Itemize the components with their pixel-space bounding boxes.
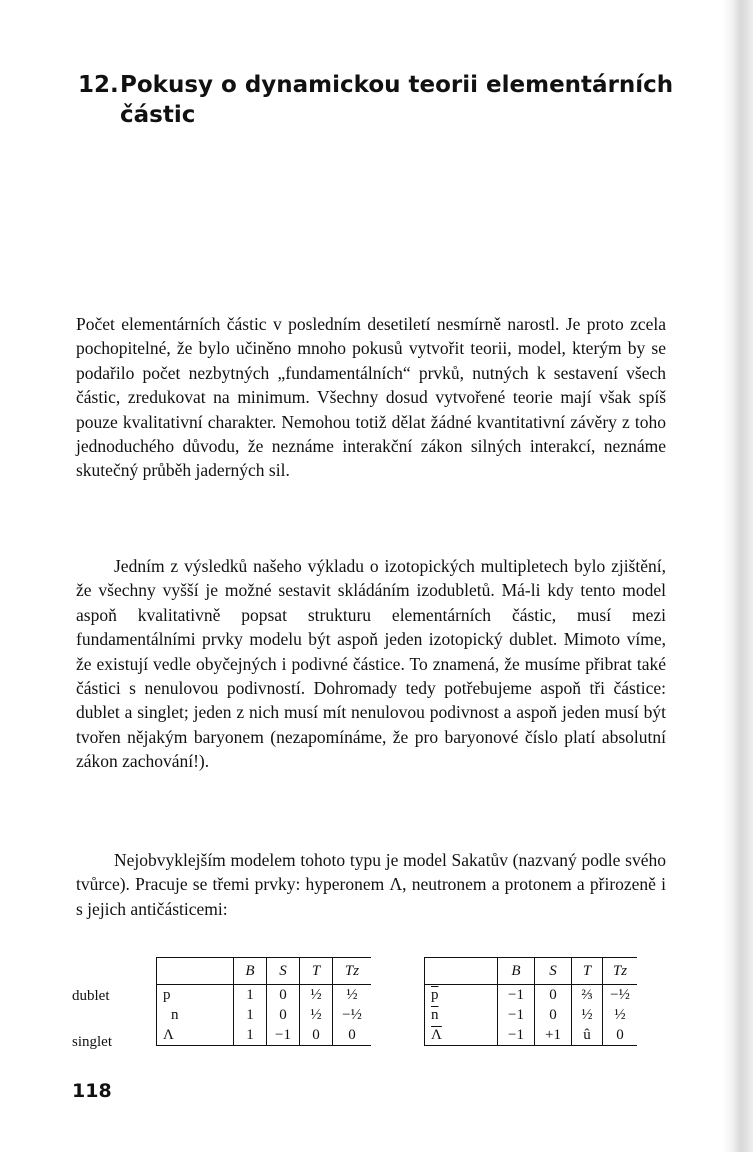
cell-s: 0	[267, 985, 300, 1006]
table-row	[157, 985, 372, 1006]
cell-tz: 0	[333, 1025, 372, 1046]
header-b: B	[498, 958, 535, 985]
header-tz: Tz	[333, 958, 372, 985]
antiparticles-table	[424, 957, 637, 1046]
page-edge-shadow	[723, 0, 753, 1152]
cell-tz: −½	[333, 1005, 372, 1025]
cell-b: −1	[498, 985, 535, 1006]
cell-s: +1	[535, 1025, 572, 1046]
cell-tz: 0	[603, 1025, 638, 1046]
particles-table	[156, 957, 371, 1046]
table-row	[425, 1025, 638, 1046]
particle-symbol: p	[163, 987, 171, 1003]
cell-tz: ½	[603, 1005, 638, 1025]
cell-b: 1	[234, 985, 267, 1006]
header-b: B	[234, 958, 267, 985]
antiparticle-symbol: $\overline{p}$	[431, 987, 439, 1003]
cell-s: 0	[535, 1005, 572, 1025]
cell-b: 1	[234, 1025, 267, 1046]
header-s: S	[267, 958, 300, 985]
antiparticle-symbol: $\overline{n}$	[431, 1007, 439, 1023]
chapter-title-line-2: částic	[120, 102, 196, 128]
paragraph-2: Jedním z výsledků našeho výkladu o izotopických multipletech bylo zjištění, že všechny vyšší je možné sestavit skládáním izodubletů. Má-li kdy tento model aspoň kvalitativně popsat strukturu elementárních částic, musí mezi fundamentálními prvky modelu být aspoň jeden izotopický dublet. Mimoto víme, že existují vedle obyčejných i podivné částice. To znamená, že musíme přibrat také částici s nenulovou podivností. Dohromady tedy potřebujeme aspoň tři částice: dublet a singlet; jeden z nich musí mít nenulovou podivnost a aspoň jeden musí být tvořen nějakým baryonem (nezapomínáme, že pro baryonové číslo platí absolutní zákon zachování!).	[76, 556, 666, 772]
cell-t: 0	[300, 1025, 333, 1046]
particle-symbol: Λ	[157, 1025, 234, 1046]
table-header-row	[157, 958, 372, 985]
header-s: S	[535, 958, 572, 985]
table-row	[157, 1005, 372, 1025]
chapter-title-line-1: Pokusy o dynamickou teorii elementárních	[120, 72, 674, 98]
cell-tz: −½	[603, 985, 638, 1006]
table-row	[157, 1025, 372, 1046]
cell-t: ½	[300, 985, 333, 1006]
antiparticle-symbol: $\overline{\Lambda}$	[425, 1025, 498, 1046]
cell-t: ⅔	[572, 985, 603, 1006]
cell-t: ½	[572, 1005, 603, 1025]
cell-t: û	[572, 1025, 603, 1046]
cell-s: 0	[535, 985, 572, 1006]
cell-b: −1	[498, 1005, 535, 1025]
cell-tz: ½	[333, 985, 372, 1006]
label-dublet: dublet	[72, 988, 110, 1004]
cell-s: −1	[267, 1025, 300, 1046]
paragraph-1: Počet elementárních částic v posledním desetiletí nesmírně narostl. Je proto zcela pochopitelné, že bylo učiněno mnoho pokusů vytvořit teorii, model, kterým by se podařilo počet nezbytných „fundamentálních“ prvků, nutných k sestavení všech částic, zredukovat na minimum. Všechny dosud vytvořené teorie mají však spíš pouze kvalitativní charakter. Nemohou totiž dělat žádné kvantitativní závěry z toho jednoduchého důvodu, že neznáme interakční zákon silných interakcí, neznáme skutečný průběh jaderných sil.	[76, 314, 666, 481]
cell-s: 0	[267, 1005, 300, 1025]
chapter-number: 12.	[78, 72, 119, 98]
header-t: T	[572, 958, 603, 985]
cell-b: −1	[498, 1025, 535, 1046]
table-row	[425, 985, 638, 1006]
particle-symbol: n	[171, 1007, 179, 1023]
table-row	[425, 1005, 638, 1025]
header-tz: Tz	[603, 958, 638, 985]
table-header-row	[425, 958, 638, 985]
cell-t: ½	[300, 1005, 333, 1025]
label-singlet: singlet	[72, 1034, 112, 1050]
paragraph-3: Nejobvyklejším modelem tohoto typu je model Sakatův (nazvaný podle svého tvůrce). Pracuje se třemi prvky: hyperonem Λ, neutronem a protonem a přirozeně i s jejich antičásticemi:	[76, 850, 666, 919]
cell-b: 1	[234, 1005, 267, 1025]
header-t: T	[300, 958, 333, 985]
page-number: 118	[72, 1080, 112, 1102]
